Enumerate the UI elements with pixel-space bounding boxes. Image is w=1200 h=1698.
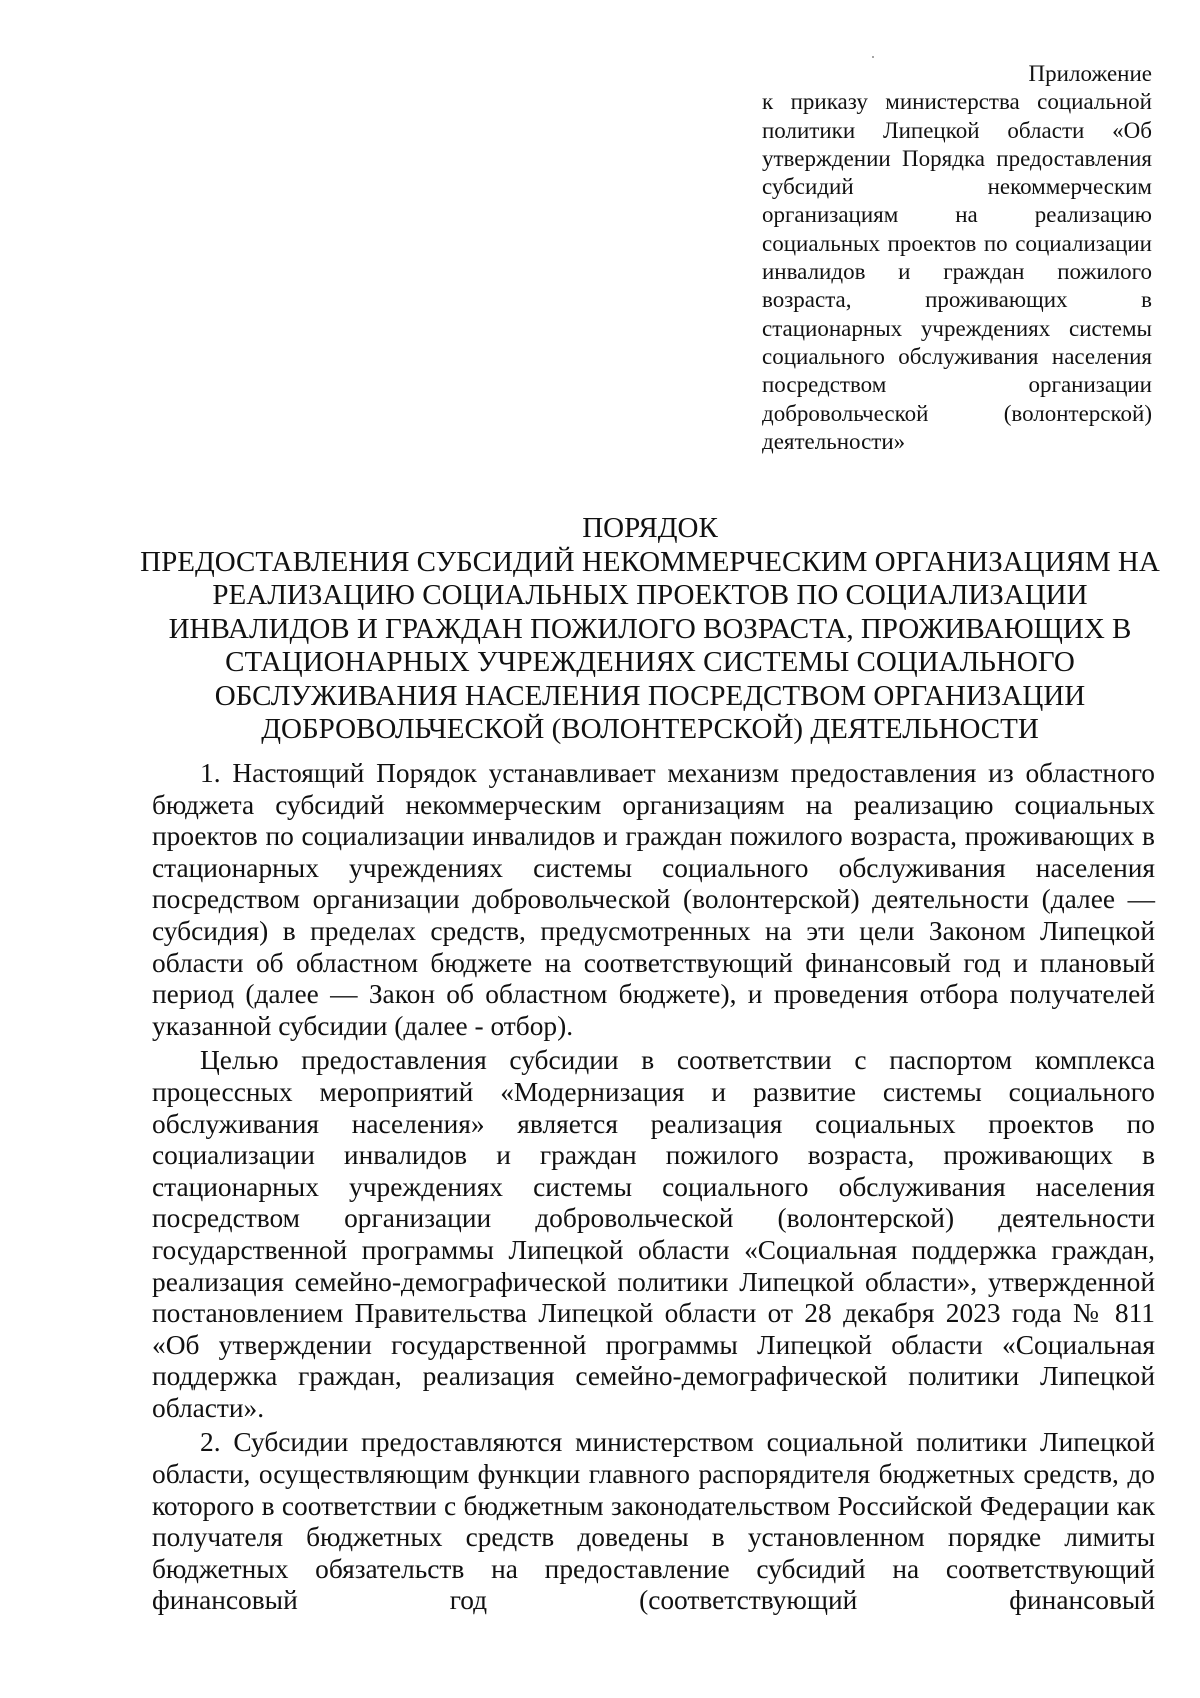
appendix-heading: Приложение (1028, 61, 1152, 86)
title-line: ПОРЯДОК (582, 512, 718, 544)
title-line: РЕАЛИЗАЦИЮ СОЦИАЛЬНЫХ ПРОЕКТОВ ПО СОЦИАЛИЗАЦИИ (212, 579, 1088, 611)
scan-speck (872, 56, 874, 58)
title-line: ПРЕДОСТАВЛЕНИЯ СУБСИДИЙ НЕКОММЕРЧЕСКИМ ОРГАНИЗАЦИЯМ НА (140, 545, 1160, 578)
title-line: СТАЦИОНАРНЫХ УЧРЕЖДЕНИЯХ СИСТЕМЫ СОЦИАЛЬНОГО (225, 646, 1075, 678)
document-title (110, 512, 1190, 747)
document-body (152, 758, 1155, 1620)
appendix-text: к приказу министерства социальной политики Липецкой области «Об утверждении Порядка предоставления субсидий некоммерческим организациям на реализацию социальных проектов по социализации инвалидов и граждан пожилого возраста, проживающих в стационарных учреждениях системы социального обслуживания населения посредством организации добровольческой (волонтерской) деятельности» (762, 89, 1152, 454)
paragraph-3: 2. Субсидии предоставляются министерством социальной политики Липецкой области, осуществляющим функции главного распорядителя бюджетных средств, до которого в соответствии с бюджетным законодательством Российской Федерации как получателя бюджетных средств доведены в установленном порядке лимиты бюджетных обязательств на предоставление субсидий на соответствующий финансовый год (соответствующий финансовый (152, 1427, 1155, 1616)
title-line: ИНВАЛИДОВ И ГРАЖДАН ПОЖИЛОГО ВОЗРАСТА, ПРОЖИВАЮЩИХ В (168, 612, 1132, 645)
appendix-block (762, 60, 1152, 456)
paragraph-1: 1. Настоящий Порядок устанавливает механизм предоставления из областного бюджета субсидий некоммерческим организациям на реализацию социальных проектов по социализации инвалидов и граждан пожилого возраста, проживающих в стационарных учреждениях системы социального обслуживания населения посредством организации добровольческой (волонтерской) деятельности (далее — субсидия) в пределах средств, предусмотренных на эти цели Законом Липецкой области об областном бюджете на соответствующий финансовый год и плановый период (далее — Закон об областном бюджете), и проведения отбора получателей указанной субсидии (далее - отбор). (152, 758, 1155, 1041)
title-line: ДОБРОВОЛЬЧЕСКОЙ (ВОЛОНТЕРСКОЙ) ДЕЯТЕЛЬНОСТИ (261, 713, 1039, 745)
title-line: ОБСЛУЖИВАНИЯ НАСЕЛЕНИЯ ПОСРЕДСТВОМ ОРГАНИЗАЦИИ (214, 679, 1086, 712)
paragraph-2: Целью предоставления субсидии в соответствии с паспортом комплекса процессных мероприятий «Модернизация и развитие системы социального обслуживания населения» является реализация социальных проектов по социализации инвалидов и граждан пожилого возраста, проживающих в стационарных учреждениях системы социального обслуживания населения посредством организации добровольческой (волонтерской) деятельности государственной программы Липецкой области «Социальная поддержка граждан, реализация семейно-демографической политики Липецкой области», утвержденной постановлением Правительства Липецкой области от 28 декабря 2023 года № 811 «Об утверждении государственной программы Липецкой области «Социальная поддержка граждан, реализация семейно-демографической политики Липецкой области». (152, 1045, 1155, 1423)
